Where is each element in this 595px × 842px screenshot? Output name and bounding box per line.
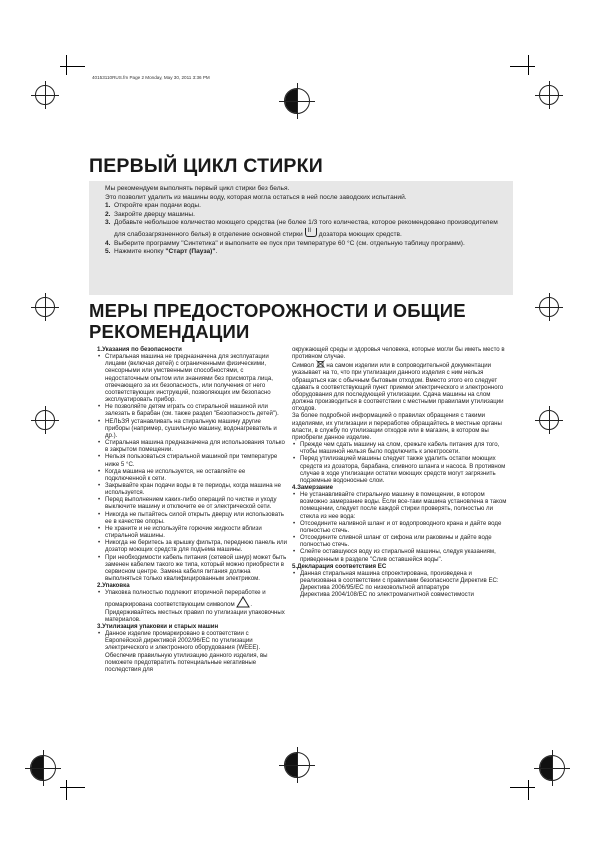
list-item: • При необходимости кабель питания (сетевой шнур) может быть заменен кабелем такого же типа, который можно приобрести в сервисном центре. Замена кабеля питания должна выполняться только квалифицированным электриком. [97,554,287,583]
paragraph: окружающей среды и здоровья человека, которые могли бы иметь место в противном случае. [292,346,505,361]
list-item: • Никогда не беритесь за крышку фильтра, переднюю панель или дозатор моющих средств для подъема машины. [97,539,287,553]
registration-mark-icon [539,297,559,317]
list-item: • Закрывайте кран подачи воды в те периоды, когда машина не используется. [97,482,287,496]
safety-title: МЕРЫ ПРЕДОСТОРОЖНОСТИ И ОБЩИЕ РЕКОМЕНДАЦИИ [89,300,466,342]
crop-mark [510,787,535,788]
list-item: • Не позволяйте детям играть со стиральной машиной или залезать в барабан (см. также раздел "Безопасность детей"). [97,403,287,417]
list-item: • Никогда не пытайтесь силой открыть дверцу или использовать ее в качестве опоры. [97,511,287,525]
list-item: • Не храните и не используйте горючие жидкости вблизи стиральной машины. [97,525,287,539]
registration-mark-icon [539,755,565,781]
registration-mark-icon [35,85,55,105]
list-item: • Перед выполнением каких-либо операций по чистке и уходу выключите машину и отключите ее от электрической сети. [97,496,287,510]
crop-mark [66,55,67,75]
registration-mark-icon [539,410,559,430]
crop-mark [528,780,529,800]
list-item: • Данное изделие промаркировано в соответствии с Европейской директивой 2002/96/EC по утилизации электрического и электронного оборудования (WEEE). [97,630,287,651]
first-wash-steps [105,202,505,257]
recycling-triangle-icon [236,596,250,608]
paragraph: За более подробной информацией о правилах обращения с такими изделиями, их утилизации и переработке обращайтесь в местные органы власти, в службу по утилизации отходов или в магазин, в котором вы приобрели данное изделие. [292,412,502,441]
registration-mark-icon [35,410,55,430]
safety-list [97,353,287,582]
paragraph: Символ на самом изделии или в сопроводительной документации указывает на то, что при утилизации данного изделия с ним нельзя обращаться как с обычным бытовым отходом. Вместо этого его следует сдавать в соответствующий пункт приемки электрического и электронного оборудования для последующей утилизации. Сдача машины на слом должна производиться в соответствии с местными правилами утилизации отходов. [292,362,504,413]
step-item: 1. Откройте кран подачи воды. [105,202,201,210]
section-title: 4.Замерзание [292,483,333,491]
list-item: • Нельзя пользоваться стиральной машиной при температуре ниже 5 °C. [97,453,287,467]
registration-mark-icon [30,755,56,781]
section-title: 3.Утилизация упаковки и старых машин [97,622,219,630]
list-item: • НЕЛЬЗЯ устанавливать на стиральную машину другие приборы (например, сушильную машину, водонагреватель и др.). [97,418,287,439]
directive-line: Директива 2006/95/EC по низковольтной аппаратуре [300,584,450,592]
section-title: 2.Упаковка [97,582,130,590]
step-item: 3. Добавьте небольшое количество моющего средства (не более 1/3 того количества, которое рекомендовано производителем для слабозагрязненного белья) в отделение основной стиркиII дозатора моющих средств. [105,219,505,239]
section-title: 1.Указания по безопасности [97,346,182,353]
disposal-steps-list [292,441,510,484]
crop-mark [66,780,67,800]
registration-mark-icon [539,85,559,105]
crop-mark [510,66,535,67]
print-slug: 40153110RUS.fm Page 2 Monday, May 30, 2011 3:36 PM [92,75,210,80]
list-item: • Упаковка полностью подлежит вторичной переработке и промаркирована соответствующим символом . Придерживайтесь местных правил по утилизации упаковочных материалов. [97,589,287,623]
declaration-list [292,570,510,584]
list-item: • Стиральная машина не предназначена для эксплуатации лицами (включая детей) с ограниченными физическими, сенсорными или умственными способностями, с недостаточным опытом или знаниями без присмотра лица, отвечающего за их безопасность, или получения от него соответствующих инструкций, позволяющих им безопасно эксплуатировать прибор. [97,353,287,403]
list-item: • Когда машина не используется, не оставляйте ее подключенной к сети. [97,468,287,482]
directive-line: Директива 2004/108/EC по электромагнитной совместимости [300,591,474,599]
list-item: • Прежде чем сдать машину на слом, срежьте кабель питания для того, чтобы машиной нельзя было подключить к электросети. [292,441,510,455]
list-item: • Не устанавливайте стиральную машину в помещении, в котором возможно замерзание воды. Если все-таки машина установлена в таком помещении, следует после каждой стирки проверять, полностью ли стекла из нее вода: [292,491,510,520]
section-title: 5.Декларация соответствия EC [292,562,387,570]
step-item: 5. Нажмите кнопку "Старт (Пауза)". [105,248,218,256]
step-item: 4. Выберите программу "Синтетика" и выполните ее пуск при температуре 60 °C (см. отдельную таблицу программ). [105,239,465,247]
list-item: • Отсоедините сливной шланг от сифона или раковины и дайте воде полностью стечь. [292,534,510,548]
registration-mark-icon [284,88,310,114]
list-item: • Данная стиральная машина спроектирована, произведена и реализована в соответствии с правилами безопасности Директив ЕС: [292,570,510,584]
first-wash-content [105,185,505,257]
paragraph: Обеспечив правильную утилизацию данного изделия, вы поможете предотвратить потенциальные негативные последствия для [105,651,268,673]
crop-mark [60,787,85,788]
intro-line: Мы рекомендуем выполнять первый цикл стирки без белья. [105,185,290,192]
freezing-list [292,491,510,563]
crop-mark [60,66,85,67]
step-item: 2. Закройте дверцу машины. [105,210,195,218]
list-item: • Отсоедините наливной шланг и от водопроводного крана и дайте воде полностью стечь. [292,520,510,534]
intro-line: Это позволит удалить из машины воду, которая могла остаться в ней после заводских испытаний. [105,193,407,201]
packaging-list [97,589,287,623]
list-item: • Стиральная машина предназначена для использования только в закрытом помещении. [97,439,287,453]
crossed-bin-icon [316,360,325,368]
registration-mark-icon [35,297,55,317]
left-column [97,346,287,673]
right-column [292,346,510,598]
crop-mark [528,55,529,75]
disposal-list [97,630,287,651]
list-item: • Слейте оставшуюся воду из стиральной машины, следуя указаниям, приведенным в разделе "Слив оставшейся воды". [292,548,510,562]
registration-mark-icon [284,752,310,778]
first-wash-title: ПЕРВЫЙ ЦИКЛ СТИРКИ [89,155,323,177]
list-item: • Перед утилизацией машины следует также удалить остатки моющих средств из дозатора, барабана, сливного шланга и насоса. В противном случае в ходе утилизации остатки моющих средств могут загрязнить подземные водоносные слои. [292,455,510,484]
main-wash-compartment-icon [305,228,317,237]
